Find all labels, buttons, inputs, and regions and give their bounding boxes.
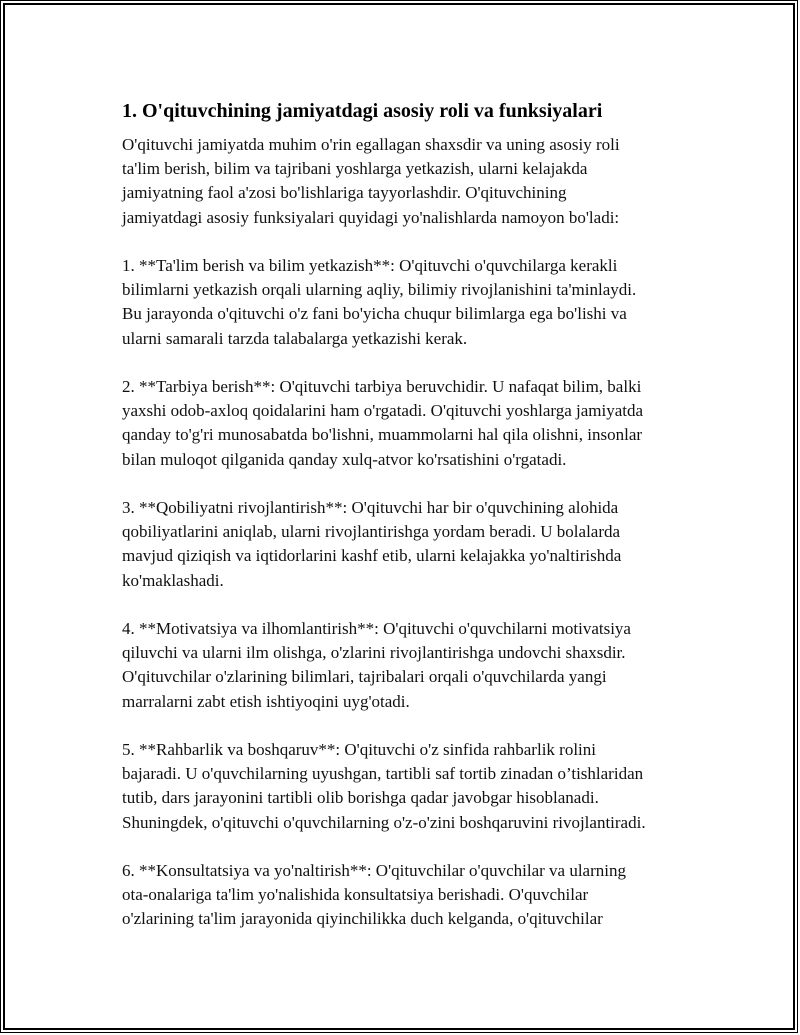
text-line: qanday to'g'ri munosabatda bo'lishni, muammolarni hal qila olishni, insonlar [122,425,643,445]
text-line: ota-onalariga ta'lim yo'nalishida konsultatsiya berishadi. O'quvchilar [122,885,589,905]
text-line: O'qituvchilar o'zlarining bilimlari, tajribalari orqali o'quvchilarda yangi [122,667,607,687]
list-item-paragraph-6 [122,859,702,932]
section-heading: 1. O'qituvchining jamiyatdagi asosiy roli va funksiyalari [122,100,603,122]
text-line: Shuningdek, o'qituvchi o'quvchilarning o'z-o'zini boshqaruvini rivojlantiradi. [122,812,646,832]
text-line: qobiliyatlarini aniqlab, ularni rivojlantirishga yordam beradi. U bolalarda [122,522,621,542]
text-line: 1. **Ta'lim berish va bilim yetkazish**: O'qituvchi o'quvchilarga kerakli [122,256,618,275]
text-line: ta'lim berish, bilim va tajribani yoshlarga yetkazish, ularni kelajakda [122,159,588,179]
text-line: jamiyatdagi asosiy funksiyalari quyidagi yo'nalishlarda namoyon bo'ladi: [122,207,620,227]
page-frame [3,3,795,1030]
text-line: O'qituvchi jamiyatda muhim o'rin egallagan shaxsdir va uning asosiy roli [122,135,620,154]
intro-paragraph [122,133,702,230]
text-line: bajaradi. U o'quvchilarning uyushgan, tartibli saf tortib zinadan o’tishlaridan [122,764,644,784]
list-item-paragraph-3 [122,496,702,593]
text-line: 6. **Konsultatsiya va yo'naltirish**: O'qituvchilar o'quvchilar va ularning [122,861,626,880]
list-item-paragraph-2 [122,375,702,472]
text-line: yaxshi odob-axloq qoidalarini ham o'rgatadi. O'qituvchi yoshlarga jamiyatda [122,401,644,421]
text-line: bilimlarni yetkazish orqali ularning aqliy, bilimiy rivojlanishini ta'minlaydi. [122,280,637,300]
text-line: 2. **Tarbiya berish**: O'qituvchi tarbiya beruvchidir. U nafaqat bilim, balki [122,377,642,396]
text-line: ko'maklashadi. [122,570,224,590]
text-line: mavjud qiziqish va iqtidorlarini kashf etib, ularni kelajakka yo'naltirishda [122,546,622,566]
text-line: o'zlarining ta'lim jarayonida qiyinchilikka duch kelganda, o'qituvchilar [122,909,603,929]
text-line: bilan muloqot qilganida qanday xulq-atvor ko'rsatishini o'rgatadi. [122,449,567,469]
text-line: 3. **Qobiliyatni rivojlantirish**: O'qituvchi har bir o'quvchining alohida [122,498,619,517]
list-item-paragraph-5 [122,738,702,835]
document-body [122,97,702,956]
text-line: qiluvchi va ularni ilm olishga, o'zlarini rivojlantirishga undovchi shaxsdir. [122,643,626,663]
text-line: Bu jarayonda o'qituvchi o'z fani bo'yicha chuqur bilimlarga ega bo'lishi va [122,304,627,324]
text-line: 5. **Rahbarlik va boshqaruv**: O'qituvchi o'z sinfida rahbarlik rolini [122,740,596,759]
list-item-paragraph-1 [122,254,702,351]
text-line: jamiyatning faol a'zosi bo'lishlariga tayyorlashdir. O'qituvchining [122,183,567,203]
text-line: tutib, dars jarayonini tartibli olib borishga qadar javobgar hisoblanadi. [122,788,599,808]
text-line: ularni samarali tarzda talabalarga yetkazishi kerak. [122,328,468,348]
list-item-paragraph-4 [122,617,702,714]
text-line: 4. **Motivatsiya va ilhomlantirish**: O'qituvchi o'quvchilarni motivatsiya [122,619,631,638]
text-line: marralarni zabt etish ishtiyoqini uyg'otadi. [122,691,410,711]
